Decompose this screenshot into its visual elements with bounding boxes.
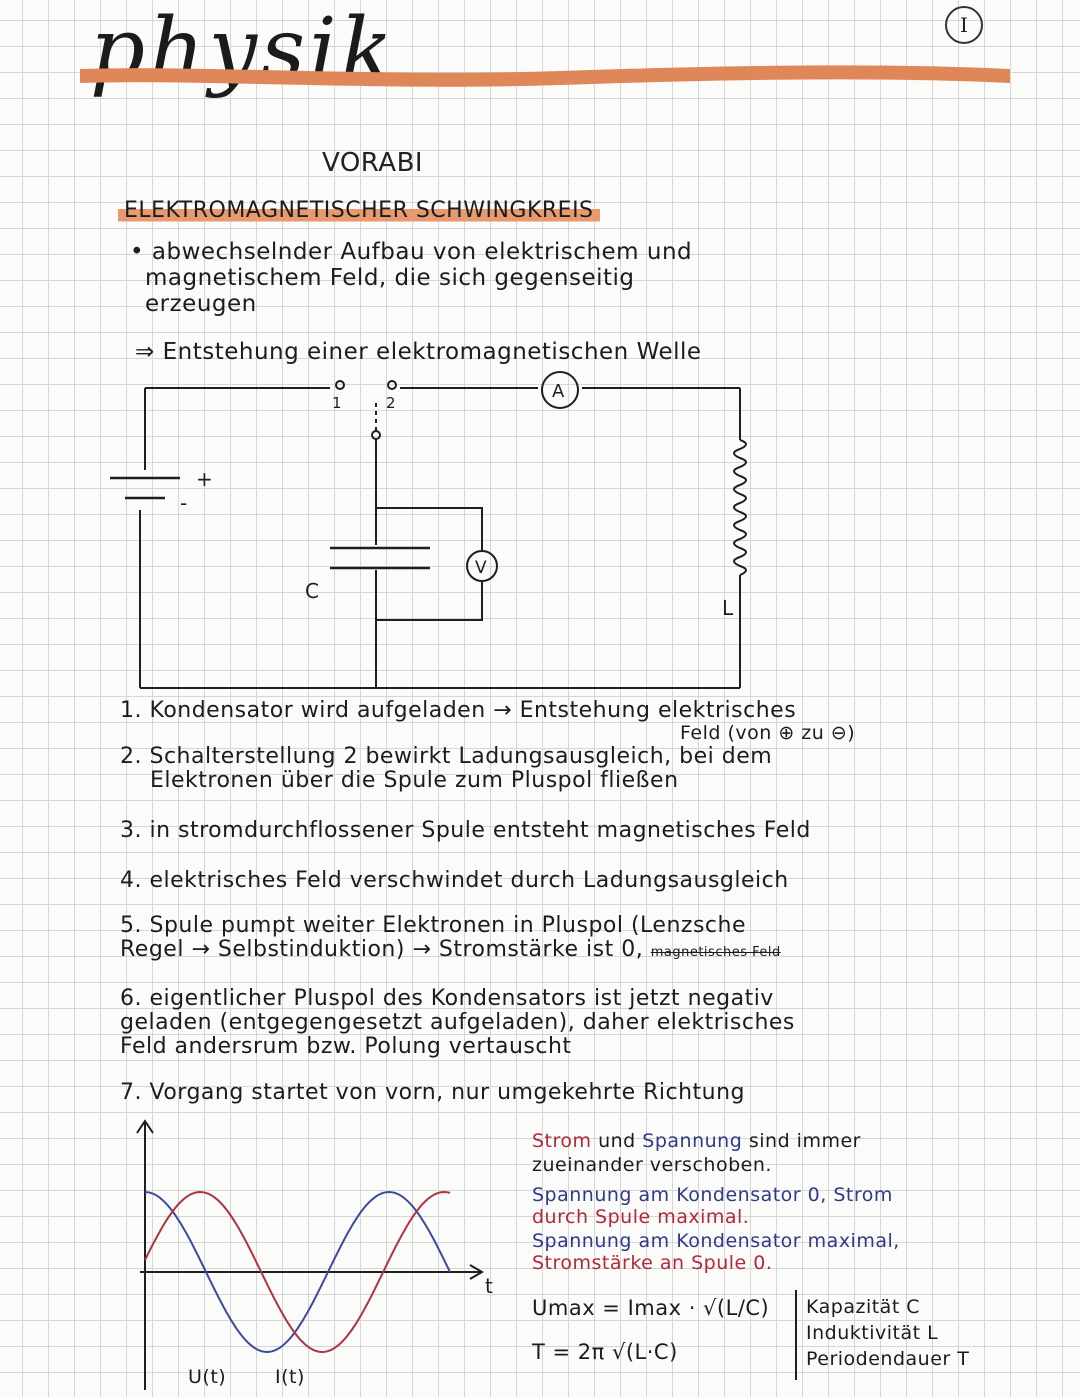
voltmeter-label: V [475,558,487,578]
switch-contact-1 [336,381,344,389]
step-6-line-3: Feld andersrum bzw. Polung vertauscht [120,1034,572,1059]
capacitor-label: C [305,579,319,603]
page-title: physik [90,0,397,100]
step-3: 3. in stromdurchflossener Spule entsteht magnetisches Feld [120,818,811,843]
note-spannung-word: Spannung [642,1130,743,1152]
note-line-1 [532,1130,861,1152]
battery-plus-label: + [196,467,213,491]
intro-line-2: magnetischem Feld, die sich gegenseitig [145,265,635,291]
step-2-line-2: Elektronen über die Spule zum Pluspol fließen [150,768,679,793]
ammeter-label: A [552,381,565,402]
step-6-line-1: 6. eigentlicher Pluspol des Kondensators ist jetzt negativ [120,986,774,1011]
wire-voltmeter-bottom [376,582,482,620]
note-line-2: zueinander verschoben. [532,1154,772,1176]
section-heading: ELEKTROMAGNETISCHER SCHWINGKREIS [118,196,600,225]
step-5-struck-text: magnetisches Feld [650,945,781,960]
page-number: I [945,6,983,44]
graph-t-label: t [485,1274,493,1298]
coil-windings [734,440,746,575]
legend-divider [795,1290,797,1380]
graph-i-legend: I(t) [275,1366,305,1388]
switch-label-2: 2 [386,394,396,412]
step-5-line-1: 5. Spule pumpt weiter Elektronen in Pluspol (Lenzsche [120,913,746,938]
formula-umax: Umax = Imax · √(L/C) [532,1296,770,1320]
note-line-1-rest: sind immer [748,1130,861,1152]
coil-label: L [722,596,734,620]
graph-u-legend: U(t) [188,1366,227,1388]
switch-contact-2 [388,381,396,389]
step-1-line-1: 1. Kondensator wird aufgeladen → Entstehung elektrisches [120,698,797,723]
note-und-word: und [598,1130,636,1152]
note-line-3: Spannung am Kondensator 0, Strom [532,1184,893,1206]
subtitle: VORABI [322,148,424,178]
legend-period: Periodendauer T [806,1348,970,1370]
intro-line-3: erzeugen [145,291,257,317]
step-2-line-1: 2. Schalterstellung 2 bewirkt Ladungsausgleich, bei dem [120,744,773,769]
step-7: 7. Vorgang startet von vorn, nur umgekehrte Richtung [120,1080,746,1105]
note-line-5: Spannung am Kondensator maximal, [532,1230,900,1252]
note-line-6: Stromstärke an Spule 0. [532,1252,773,1274]
formula-period: T = 2π √(L·C) [532,1340,678,1364]
wire-voltmeter-top [376,508,482,550]
note-line-4: durch Spule maximal. [532,1206,750,1228]
step-5-line-2-text: Regel → Selbstinduktion) → Stromstärke ist 0, [120,937,644,962]
intro-result: ⇒ Entstehung einer elektromagnetischen Welle [135,339,702,365]
step-4: 4. elektrisches Feld verschwindet durch Ladungsausgleich [120,868,789,893]
battery-minus-label: - [180,491,188,515]
ui-phase-graph [110,1115,510,1397]
legend-inductance: Induktivität L [806,1322,939,1344]
title-underline-swoosh [80,62,1010,92]
step-1-line-2: Feld (von ⊕ zu ⊖) [680,722,856,744]
switch-label-1: 1 [332,394,342,412]
step-6-line-2: geladen (entgegengesetzt aufgeladen), daher elektrisches [120,1010,795,1035]
lc-circuit-diagram [100,370,760,700]
step-5-line-2 [120,939,781,964]
switch-pivot [372,431,380,439]
intro-line-1: • abwechselnder Aufbau von elektrischem und [130,239,693,265]
note-strom-word: Strom [532,1130,592,1152]
legend-capacitance: Kapazität C [806,1296,921,1318]
